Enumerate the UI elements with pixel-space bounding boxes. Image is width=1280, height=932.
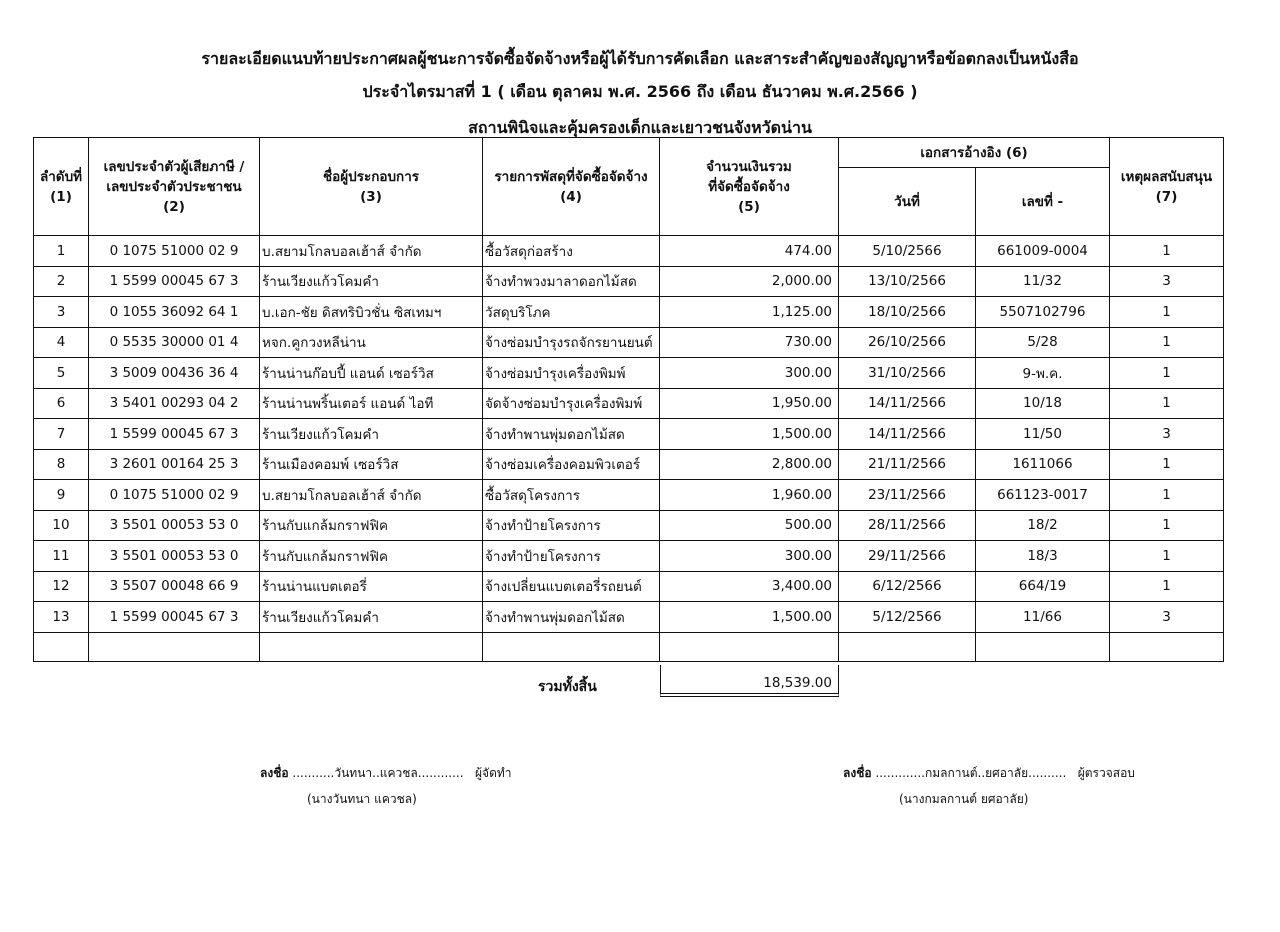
table-row	[34, 388, 1224, 419]
cell-seq: 7	[34, 419, 89, 450]
cell-reason: 1	[1110, 510, 1224, 541]
cell-ref-no: 664/19	[976, 571, 1110, 602]
table-row	[34, 480, 1224, 511]
total-label: รวมทั้งสิ้น	[538, 679, 597, 695]
header-reason-label: เหตุผลสนับสนุน	[1120, 168, 1213, 185]
total-value: 18,539.00	[763, 675, 832, 691]
cell-taxid: 3 5009 00436 36 4	[89, 358, 260, 389]
cell-amount: 3,400.00	[660, 571, 839, 602]
table-row	[34, 327, 1224, 358]
cell-reason: 1	[1110, 327, 1224, 358]
table-row	[34, 297, 1224, 328]
cell-amount: 300.00	[660, 541, 839, 572]
cell-empty	[89, 632, 260, 661]
header-taxid-line2: เลขประจำตัวประชาชน	[106, 178, 242, 195]
cell-ref-date: 6/12/2566	[839, 571, 976, 602]
cell-taxid: 1 5599 00045 67 3	[89, 602, 260, 633]
cell-amount: 1,500.00	[660, 602, 839, 633]
cell-ref-no: 11/32	[976, 266, 1110, 297]
cell-ref-no: 10/18	[976, 388, 1110, 419]
table-row	[34, 358, 1224, 389]
cell-reason: 3	[1110, 266, 1224, 297]
cell-ref-date: 14/11/2566	[839, 388, 976, 419]
cell-reason: 1	[1110, 388, 1224, 419]
header-taxid	[89, 138, 260, 236]
cell-reason: 1	[1110, 449, 1224, 480]
signature-left	[260, 764, 512, 783]
cell-vendor: ร้านกับแกล้มกราฟฟิค	[260, 541, 483, 572]
cell-ref-no: 661123-0017	[976, 480, 1110, 511]
cell-vendor: หจก.คูกวงหลีน่าน	[260, 327, 483, 358]
cell-item: วัสดุบริโภค	[483, 297, 660, 328]
cell-seq: 9	[34, 480, 89, 511]
cell-ref-no: 11/50	[976, 419, 1110, 450]
cell-reason: 1	[1110, 297, 1224, 328]
cell-taxid: 3 5401 00293 04 2	[89, 388, 260, 419]
cell-taxid: 1 5599 00045 67 3	[89, 419, 260, 450]
cell-reason: 1	[1110, 541, 1224, 572]
cell-ref-no: 1611066	[976, 449, 1110, 480]
cell-ref-no: 5507102796	[976, 297, 1110, 328]
cell-seq: 1	[34, 236, 89, 267]
signature-left-signed: ...........วันทนา..แควชล............	[292, 766, 464, 780]
header-item-label: รายการพัสดุที่จัดซื้อจัดจ้าง	[494, 168, 648, 185]
table-row-empty	[34, 632, 1224, 661]
signature-left-name: (นางวันทนา แควชล)	[307, 792, 417, 806]
cell-ref-date: 21/11/2566	[839, 449, 976, 480]
cell-taxid: 3 5501 00053 53 0	[89, 541, 260, 572]
cell-taxid: 0 1075 51000 02 9	[89, 236, 260, 267]
cell-vendor: ร้านน่านพริ้นเตอร์ แอนด์ ไอที	[260, 388, 483, 419]
signature-right-role: ผู้ตรวจสอบ	[1077, 766, 1135, 780]
header-reason-number: (7)	[1155, 188, 1178, 205]
cell-reason: 1	[1110, 571, 1224, 602]
cell-taxid: 1 5599 00045 67 3	[89, 266, 260, 297]
cell-seq: 6	[34, 388, 89, 419]
header-vendor-number: (3)	[360, 188, 382, 205]
header-reference: เอกสารอ้างอิง (6)	[839, 138, 1110, 168]
signature-left-prefix: ลงชื่อ	[260, 766, 289, 780]
cell-ref-date: 23/11/2566	[839, 480, 976, 511]
cell-item: จ้างซ่อมบำรุงเครื่องพิมพ์	[483, 358, 660, 389]
cell-ref-date: 28/11/2566	[839, 510, 976, 541]
header-taxid-number: (2)	[163, 198, 185, 215]
cell-ref-no: 18/2	[976, 510, 1110, 541]
cell-empty	[660, 632, 839, 661]
cell-ref-date: 14/11/2566	[839, 419, 976, 450]
header-seq	[34, 138, 89, 236]
cell-vendor: ร้านเวียงแก้วโคมคำ	[260, 602, 483, 633]
cell-seq: 12	[34, 571, 89, 602]
cell-vendor: บ.สยามโกลบอลเฮ้าส์ จำกัด	[260, 480, 483, 511]
cell-amount: 1,500.00	[660, 419, 839, 450]
cell-item: จ้างทำป้ายโครงการ	[483, 510, 660, 541]
cell-seq: 3	[34, 297, 89, 328]
cell-amount: 1,950.00	[660, 388, 839, 419]
cell-seq: 8	[34, 449, 89, 480]
cell-seq: 4	[34, 327, 89, 358]
header-item-number: (4)	[560, 188, 582, 205]
cell-amount: 2,000.00	[660, 266, 839, 297]
document-title-line1: รายละเอียดแนบท้ายประกาศผลผู้ชนะการจัดซื้อจัดจ้างหรือผู้ได้รับการคัดเลือก และสาระสำคัญของสัญญาหรือข้อตกลงเป็นหนังสือ	[201, 49, 1079, 68]
cell-ref-no: 9-พ.ค.	[976, 358, 1110, 389]
header-amount-line2: ที่จัดซื้อจัดจ้าง	[708, 178, 790, 195]
header-ref-no: เลขที่ -	[976, 168, 1110, 236]
cell-empty	[976, 632, 1110, 661]
cell-ref-no: 11/66	[976, 602, 1110, 633]
table-row	[34, 266, 1224, 297]
cell-amount: 1,125.00	[660, 297, 839, 328]
signature-right-name: (นางกมลกานต์ ยศอาลัย)	[899, 792, 1029, 806]
header-seq-label: ลำดับที่	[39, 168, 83, 185]
cell-ref-date: 18/10/2566	[839, 297, 976, 328]
cell-reason: 3	[1110, 602, 1224, 633]
cell-item: จ้างทำป้ายโครงการ	[483, 541, 660, 572]
cell-vendor: ร้านเมืองคอมพ์ เซอร์วิส	[260, 449, 483, 480]
header-amount-line1: จำนวนเงินรวม	[706, 158, 792, 175]
cell-vendor: บ.สยามโกลบอลเฮ้าส์ จำกัด	[260, 236, 483, 267]
cell-reason: 1	[1110, 236, 1224, 267]
cell-amount: 1,960.00	[660, 480, 839, 511]
header-vendor-label: ชื่อผู้ประกอบการ	[322, 168, 420, 185]
cell-vendor: บ.เอก-ชัย ดิสทริบิวชั่น ซิสเทมฯ	[260, 297, 483, 328]
table-row	[34, 449, 1224, 480]
cell-taxid: 3 5501 00053 53 0	[89, 510, 260, 541]
cell-ref-date: 13/10/2566	[839, 266, 976, 297]
cell-reason: 1	[1110, 480, 1224, 511]
table-row	[34, 571, 1224, 602]
cell-empty	[34, 632, 89, 661]
table-row	[34, 510, 1224, 541]
cell-item: ซื้อวัสดุก่อสร้าง	[483, 236, 660, 267]
cell-seq: 13	[34, 602, 89, 633]
total-box	[660, 665, 839, 697]
cell-ref-no: 5/28	[976, 327, 1110, 358]
cell-item: จ้างทำพวงมาลาดอกไม้สด	[483, 266, 660, 297]
cell-amount: 730.00	[660, 327, 839, 358]
cell-ref-date: 29/11/2566	[839, 541, 976, 572]
cell-item: ซื้อวัสดุโครงการ	[483, 480, 660, 511]
cell-item: จ้างเปลี่ยนแบตเตอรี่รถยนต์	[483, 571, 660, 602]
signature-right	[843, 764, 1135, 783]
header-amount	[660, 138, 839, 236]
cell-amount: 2,800.00	[660, 449, 839, 480]
header-reason	[1110, 138, 1224, 236]
cell-amount: 300.00	[660, 358, 839, 389]
cell-reason: 1	[1110, 358, 1224, 389]
table-row	[34, 419, 1224, 450]
table-row	[34, 236, 1224, 267]
cell-empty	[839, 632, 976, 661]
cell-seq: 10	[34, 510, 89, 541]
header-seq-number: (1)	[50, 188, 72, 205]
cell-ref-no: 18/3	[976, 541, 1110, 572]
signature-right-signed: .............กมลกานต์..ยศอาลัย..........	[875, 766, 1067, 780]
cell-amount: 500.00	[660, 510, 839, 541]
cell-ref-date: 26/10/2566	[839, 327, 976, 358]
cell-reason: 3	[1110, 419, 1224, 450]
cell-vendor: ร้านน่านก๊อบปี้ แอนด์ เซอร์วิส	[260, 358, 483, 389]
signature-right-prefix: ลงชื่อ	[843, 766, 872, 780]
cell-taxid: 3 5507 00048 66 9	[89, 571, 260, 602]
header-item	[483, 138, 660, 236]
cell-taxid: 3 2601 00164 25 3	[89, 449, 260, 480]
cell-item: จ้างทำพานพุ่มดอกไม้สด	[483, 419, 660, 450]
cell-ref-date: 5/12/2566	[839, 602, 976, 633]
cell-seq: 2	[34, 266, 89, 297]
cell-vendor: ร้านเวียงแก้วโคมคำ	[260, 419, 483, 450]
procurement-table	[33, 137, 1224, 662]
cell-item: จ้างซ่อมเครื่องคอมพิวเตอร์	[483, 449, 660, 480]
cell-ref-no: 661009-0004	[976, 236, 1110, 267]
cell-item: จ้างทำพานพุ่มดอกไม้สด	[483, 602, 660, 633]
table-row	[34, 541, 1224, 572]
cell-empty	[483, 632, 660, 661]
cell-seq: 5	[34, 358, 89, 389]
cell-empty	[1110, 632, 1224, 661]
cell-vendor: ร้านกับแกล้มกราฟฟิค	[260, 510, 483, 541]
header-amount-number: (5)	[738, 198, 760, 215]
document-title-line3: สถานพินิจและคุ้มครองเด็กและเยาวชนจังหวัดน่าน	[468, 118, 812, 137]
cell-seq: 11	[34, 541, 89, 572]
document-title-line2: ประจำไตรมาสที่ 1 ( เดือน ตุลาคม พ.ศ. 2566 ถึง เดือน ธันวาคม พ.ศ.2566 )	[362, 82, 918, 101]
cell-ref-date: 5/10/2566	[839, 236, 976, 267]
cell-vendor: ร้านเวียงแก้วโคมคำ	[260, 266, 483, 297]
table-row	[34, 602, 1224, 633]
header-ref-date: วันที่	[839, 168, 976, 236]
cell-item: จัดจ้างซ่อมบำรุงเครื่องพิมพ์	[483, 388, 660, 419]
header-vendor	[260, 138, 483, 236]
cell-taxid: 0 1055 36092 64 1	[89, 297, 260, 328]
cell-taxid: 0 5535 30000 01 4	[89, 327, 260, 358]
cell-item: จ้างซ่อมบำรุงรถจักรยานยนต์	[483, 327, 660, 358]
header-taxid-line1: เลขประจำตัวผู้เสียภาษี /	[103, 158, 245, 175]
cell-amount: 474.00	[660, 236, 839, 267]
cell-ref-date: 31/10/2566	[839, 358, 976, 389]
cell-vendor: ร้านน่านแบตเตอรี่	[260, 571, 483, 602]
cell-taxid: 0 1075 51000 02 9	[89, 480, 260, 511]
cell-empty	[260, 632, 483, 661]
signature-left-role: ผู้จัดทำ	[475, 766, 512, 780]
